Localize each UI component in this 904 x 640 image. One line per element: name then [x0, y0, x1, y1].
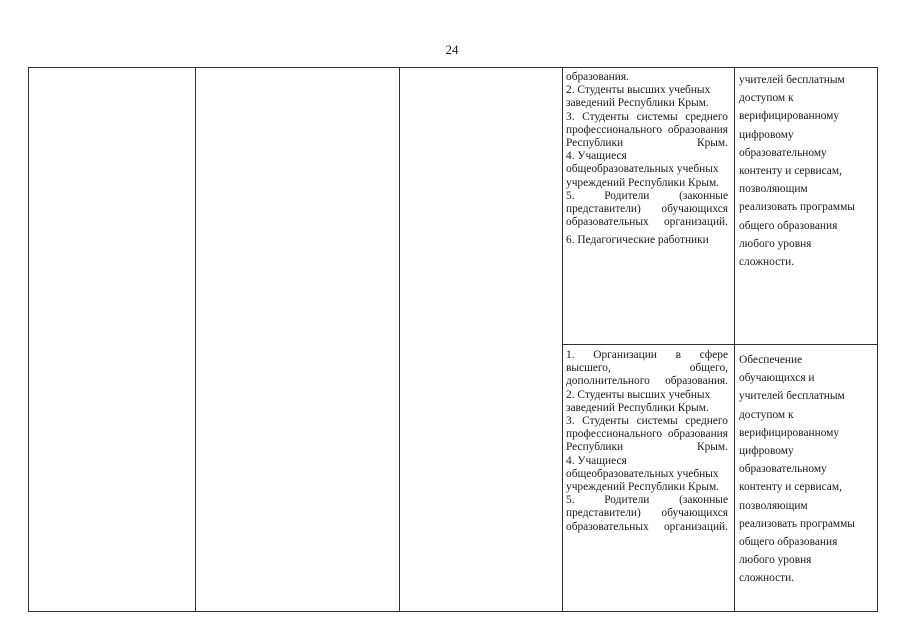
result-line: реализовать программы — [739, 201, 855, 214]
result-line: Обеспечение — [739, 354, 803, 366]
result-line: сложности. — [739, 256, 795, 269]
participant-item: 4. Учащиеся общеобразовательных учебных учреждений Республики Крым. — [566, 150, 720, 189]
page-number: 24 — [445, 42, 459, 57]
participants-cell-2 — [566, 349, 728, 611]
result-line: обучающихся и — [739, 372, 815, 385]
result-line: контенту и сервисам, — [739, 481, 842, 494]
result-cell-1 — [739, 71, 875, 341]
column-divider — [734, 68, 735, 611]
participant-item: 1. Организации в сфере высшего, общего, дополнительного образования. — [566, 349, 728, 388]
result-line: образовательному — [739, 146, 827, 159]
result-line: общего образования — [739, 536, 838, 549]
participant-item: 5. Родители (законные представители) обучающихся образовательных организаций. — [566, 189, 728, 229]
participant-item: 2. Студенты высших учебных заведений Республики Крым. — [566, 84, 711, 110]
participant-item: 5. Родители (законные представители) обучающихся образовательных организаций. — [566, 494, 728, 533]
participant-item: 2. Студенты высших учебных заведений Республики Крым. — [566, 388, 711, 414]
result-line: верифицированному — [739, 110, 840, 123]
participant-item: образования. — [566, 71, 629, 83]
result-line: любого уровня — [739, 237, 812, 250]
column-divider — [399, 68, 400, 611]
participant-item: 3. Студенты системы среднего профессионального образования Республики Крым. — [566, 110, 728, 150]
result-line: верифицированному — [739, 426, 840, 439]
result-line: цифровому — [739, 128, 794, 141]
result-line: учителей бесплатным — [739, 74, 845, 86]
participants-cell-1 — [566, 71, 728, 339]
result-line: сложности. — [739, 572, 795, 585]
result-line: реализовать программы — [739, 517, 855, 530]
column-divider — [195, 68, 196, 611]
result-line: доступом к — [739, 92, 794, 105]
result-line: контенту и сервисам, — [739, 165, 842, 178]
result-line: доступом к — [739, 408, 794, 421]
result-line: позволяющим — [739, 499, 808, 512]
document-table — [28, 67, 878, 612]
participant-item: 3. Студенты системы среднего профессионального образования Республики Крым. — [566, 415, 728, 454]
participant-item: 6. Педагогические работники — [566, 234, 709, 247]
column-divider — [562, 68, 563, 611]
result-line: образовательному — [739, 463, 827, 476]
participant-item: 4. Учащиеся общеобразовательных учебных учреждений Республики Крым. — [566, 454, 720, 494]
result-cell-2 — [739, 351, 875, 611]
result-line: любого уровня — [739, 554, 812, 567]
row-divider — [562, 344, 877, 345]
result-line: общего образования — [739, 219, 838, 232]
result-line: цифровому — [739, 445, 794, 458]
result-line: позволяющим — [739, 183, 808, 196]
result-line: учителей бесплатным — [739, 390, 845, 403]
